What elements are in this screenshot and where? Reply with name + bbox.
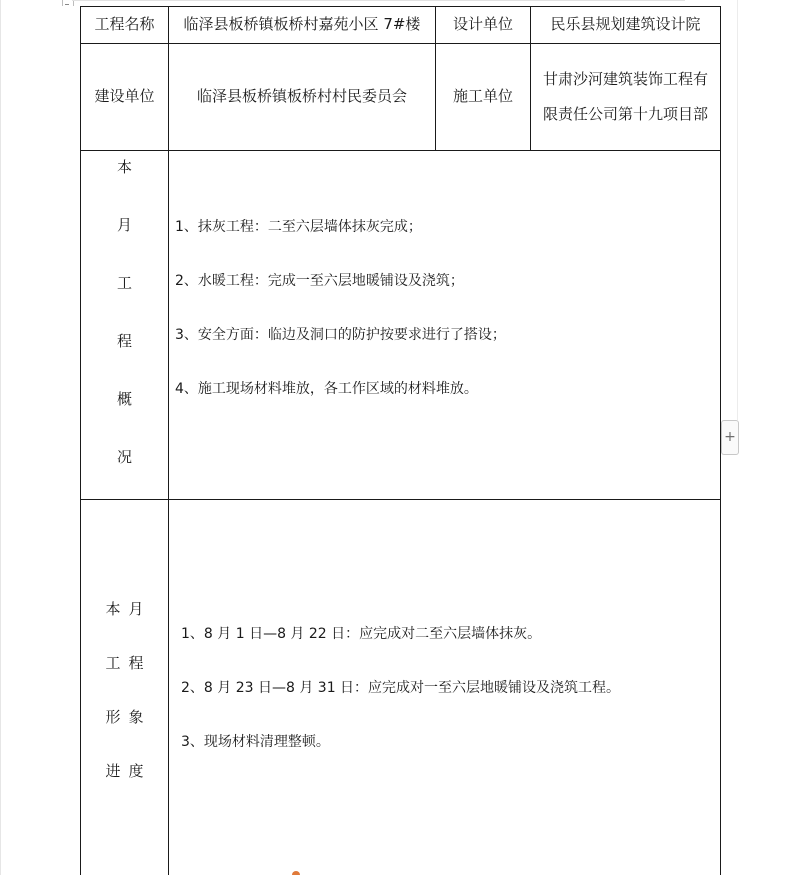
progress-label-line: 本月 xyxy=(105,600,152,618)
page-right-guide xyxy=(737,0,738,420)
progress-label-line: 进度 xyxy=(105,762,152,780)
overview-label-char: 程 xyxy=(116,332,132,350)
progress-label-cell xyxy=(81,500,169,875)
progress-item: 2、8 月 23 日—8 月 31 日：应完成对一至六层地暖铺设及浇筑工程。 xyxy=(181,680,621,696)
progress-label-line: 工程 xyxy=(105,654,152,672)
project-name-value: 临泽县板桥镇板桥村嘉苑小区 7#楼 xyxy=(169,7,436,44)
design-unit-value: 民乐县规划建筑设计院 xyxy=(531,7,721,44)
page-left-edge xyxy=(0,0,1,875)
overview-label-char: 工 xyxy=(116,274,132,292)
overview-label-char: 概 xyxy=(116,390,132,408)
overview-content-cell xyxy=(169,151,721,500)
monthly-report-table xyxy=(80,6,721,875)
overview-label-char: 况 xyxy=(116,448,132,466)
table-row-overview xyxy=(81,151,721,500)
label-owner-unit: 建设单位 xyxy=(81,44,169,151)
overview-label-cell xyxy=(81,151,169,500)
overview-item: 3、安全方面：临边及洞口的防护按要求进行了搭设； xyxy=(175,327,506,343)
label-design-unit: 设计单位 xyxy=(436,7,531,44)
progress-item: 3、现场材料清理整顿。 xyxy=(181,734,330,750)
add-row-button[interactable]: + xyxy=(721,420,739,455)
overview-item: 2、水暖工程：完成一至六层地暖铺设及浇筑； xyxy=(175,273,464,289)
cursor-marker-icon xyxy=(292,871,300,875)
overview-list xyxy=(169,217,720,433)
table-row-units xyxy=(81,44,721,151)
progress-list xyxy=(169,624,720,786)
overview-item: 1、抹灰工程：二至六层墙体抹灰完成； xyxy=(175,219,422,235)
label-project-name: 工程名称 xyxy=(81,7,169,44)
owner-unit-value: 临泽县板桥镇板桥村村民委员会 xyxy=(169,44,436,151)
progress-label-line: 形象 xyxy=(105,708,152,726)
overview-item: 4、施工现场材料堆放，各工作区域的材料堆放。 xyxy=(175,381,478,397)
overview-label xyxy=(81,151,168,499)
table-row-project xyxy=(81,7,721,44)
overview-label-char: 本 xyxy=(116,158,132,176)
progress-item: 1、8 月 1 日—8 月 22 日：应完成对二至六层墙体抹灰。 xyxy=(181,626,542,642)
progress-label xyxy=(81,500,168,875)
contractor-unit-value: 甘肃沙河建筑装饰工程有限责任公司第十九项目部 xyxy=(531,44,721,151)
progress-content-cell xyxy=(169,500,721,875)
label-contractor-unit: 施工单位 xyxy=(436,44,531,151)
table-row-progress xyxy=(81,500,721,875)
overview-label-char: 月 xyxy=(116,216,132,234)
